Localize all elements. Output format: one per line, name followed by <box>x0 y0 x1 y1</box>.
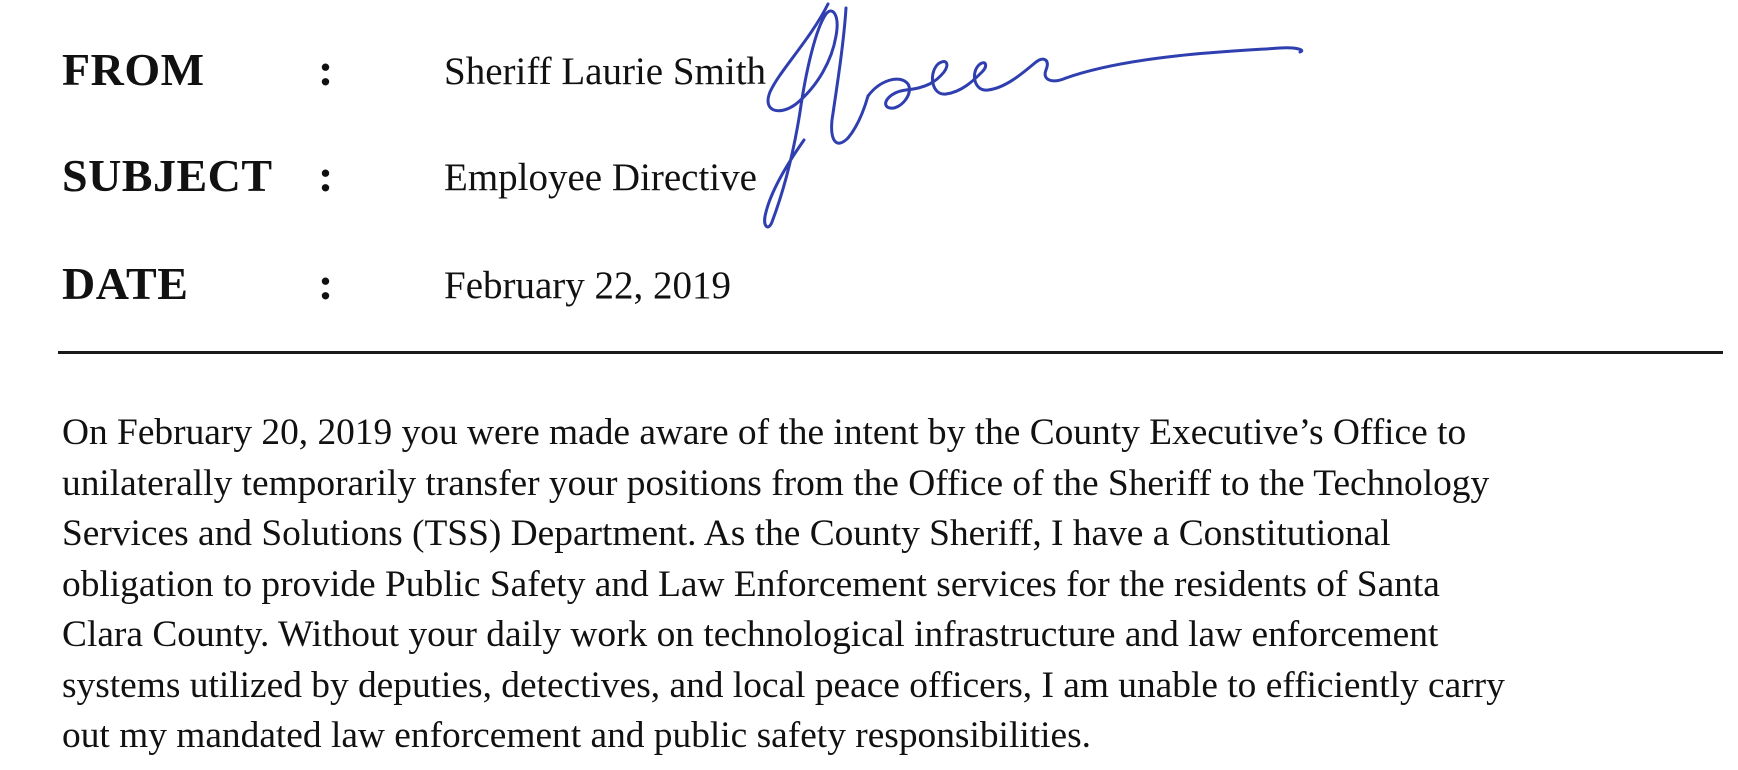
subject-label: SUBJECT <box>62 150 273 201</box>
subject-colon: : <box>318 150 334 201</box>
from-value: Sheriff Laurie Smith <box>444 50 767 93</box>
date-value: February 22, 2019 <box>444 264 732 307</box>
body-line: systems utilized by deputies, detectives, and local peace officers, I am unable to efficiently carry <box>62 664 1505 706</box>
date-colon: : <box>318 258 334 309</box>
body-line: obligation to provide Public Safety and Law Enforcement services for the residents of Santa <box>62 563 1440 605</box>
header-divider <box>58 351 1723 354</box>
handwritten-signature <box>740 0 1340 240</box>
subject-value: Employee Directive <box>444 156 757 199</box>
body-line: unilaterally temporarily transfer your positions from the Office of the Sheriff to the Technology <box>62 462 1490 504</box>
date-label: DATE <box>62 258 189 309</box>
body-line: Services and Solutions (TSS) Department. As the County Sheriff, I have a Constitutional <box>62 513 1391 554</box>
body-line: Clara County. Without your daily work on technological infrastructure and law enforcement <box>62 614 1439 655</box>
body-line: On February 20, 2019 you were made aware of the intent by the County Executive’s Office to <box>62 412 1467 453</box>
from-label: FROM <box>62 44 205 95</box>
from-colon: : <box>318 44 334 95</box>
body-line: out my mandated law enforcement and public safety responsibilities. <box>62 715 1091 756</box>
memo-body <box>62 408 1730 762</box>
